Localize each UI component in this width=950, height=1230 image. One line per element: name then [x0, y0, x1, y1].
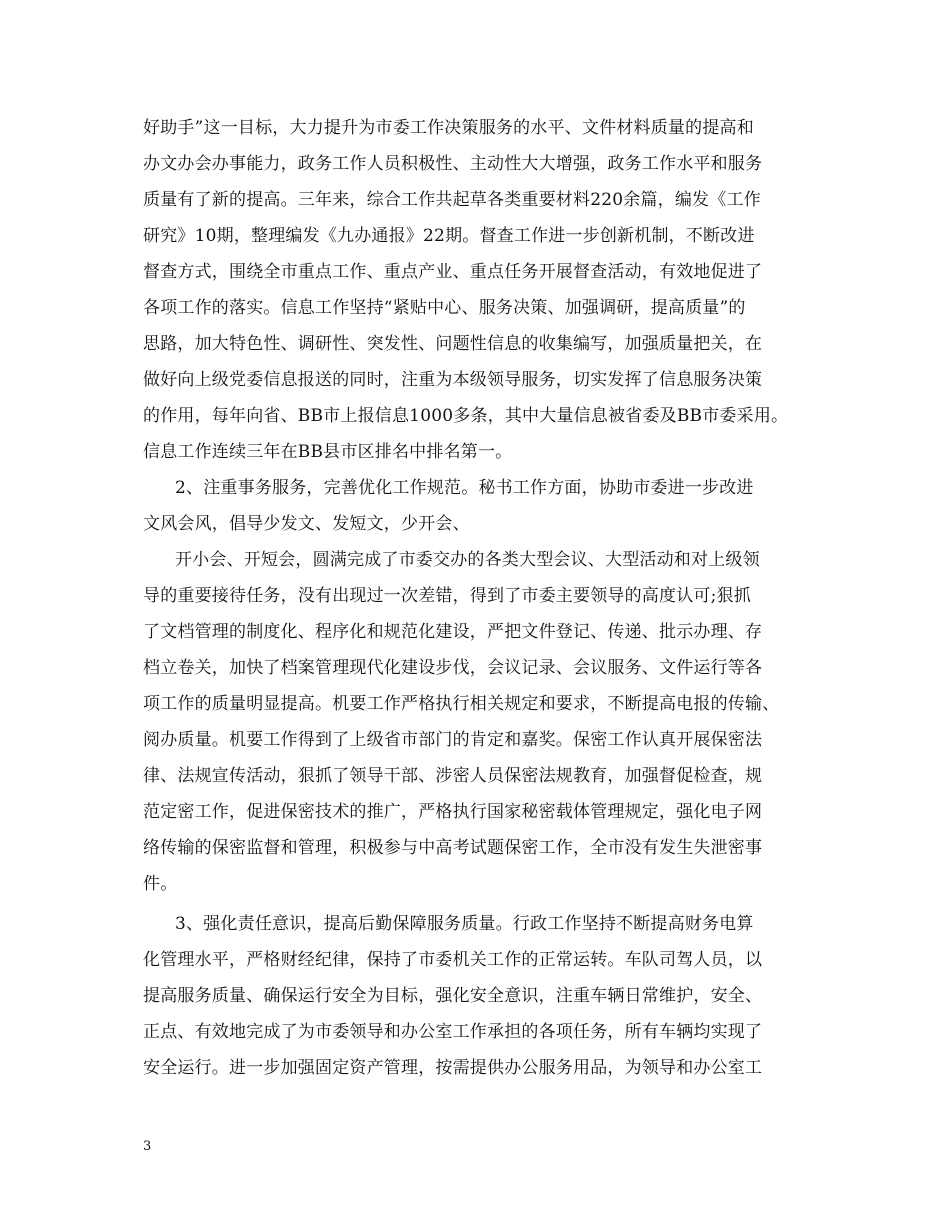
text-line: 阅办质量。机要工作得到了上级省市部门的肯定和嘉奖。保密工作认真开展保密法: [143, 730, 763, 750]
text-line: 正点、有效地完成了为市委领导和办公室工作承担的各项任务，所有车辆均实现了: [143, 1022, 763, 1042]
text-line: 督查方式，围绕全市重点工作、重点产业、重点任务开展督查活动，有效地促进了: [143, 262, 763, 282]
text-line: 思路，加大特色性、调研性、突发性、问题性信息的收集编写，加强质量把关，在: [143, 334, 763, 354]
text-line: 研究》10期，整理编发《九办通报》22期。督查工作进一步创新机制，不断改进: [143, 226, 755, 246]
text-line: 安全运行。进一步加强固定资产管理，按需提供办公服务用品，为领导和办公室工: [143, 1058, 763, 1078]
text-line: 好助手”这一目标，大力提升为市委工作决策服务的水平、文件材料质量的提高和: [143, 118, 754, 138]
text-line: 文风会风，倡导少发文、发短文，少开会、: [143, 514, 470, 534]
text-line: 开小会、开短会，圆满完成了市委交办的各类大型会议、大型活动和对上级领: [175, 550, 760, 570]
paragraph-3-start: 3、强化责任意识，提高后勤保障服务质量。行政工作坚持不断提高财务电算: [175, 914, 754, 934]
text-line: 律、法规宣传活动，狠抓了领导干部、涉密人员保密法规教育，加强督促检查，规: [143, 766, 763, 786]
text-line: 质量有了新的提高。三年来，综合工作共起草各类重要材料220余篇，编发《工作: [143, 190, 761, 210]
text-line: 化管理水平，严格财经纪律，保持了市委机关工作的正常运转。车队司驾人员，以: [143, 950, 763, 970]
page-number: 3: [143, 1139, 152, 1154]
paragraph-2-start: 2、注重事务服务，完善优化工作规范。秘书工作方面，协助市委进一步改进: [175, 478, 754, 498]
text-line: 导的重要接待任务，没有出现过一次差错，得到了市委主要领导的高度认可;狠抓: [143, 586, 751, 606]
text-line: 件。: [143, 874, 178, 894]
text-line: 办文办会办事能力，政务工作人员积极性、主动性大大增强，政务工作水平和服务: [143, 154, 763, 174]
text-line: 信息工作连续三年在BB县市区排名中排名第一。: [143, 442, 513, 462]
text-line: 档立卷关，加快了档案管理现代化建设步伐，会议记录、会议服务、文件运行等各: [143, 658, 763, 678]
text-line: 络传输的保密监督和管理，积极参与中高考试题保密工作，全市没有发生失泄密事: [143, 838, 763, 858]
text-line: 做好向上级党委信息报送的同时，注重为本级领导服务，切实发挥了信息服务决策: [143, 370, 763, 390]
text-line: 的作用，每年向省、BB市上报信息1000多条，其中大量信息被省委及BB市委采用。: [143, 406, 789, 426]
text-line: 项工作的质量明显提高。机要工作严格执行相关规定和要求，不断提高电报的传输、: [143, 694, 780, 714]
text-line: 各项工作的落实。信息工作坚持“紧贴中心、服务决策、加强调研，提高质量”的: [143, 298, 746, 318]
text-line: 范定密工作，促进保密技术的推广，严格执行国家秘密载体管理规定，强化电子网: [143, 802, 763, 822]
text-line: 了文档管理的制度化、程序化和规范化建设，严把文件登记、传递、批示办理、存: [143, 622, 763, 642]
text-line: 提高服务质量、确保运行安全为目标，强化安全意识，注重车辆日常维护，安全、: [143, 986, 763, 1006]
